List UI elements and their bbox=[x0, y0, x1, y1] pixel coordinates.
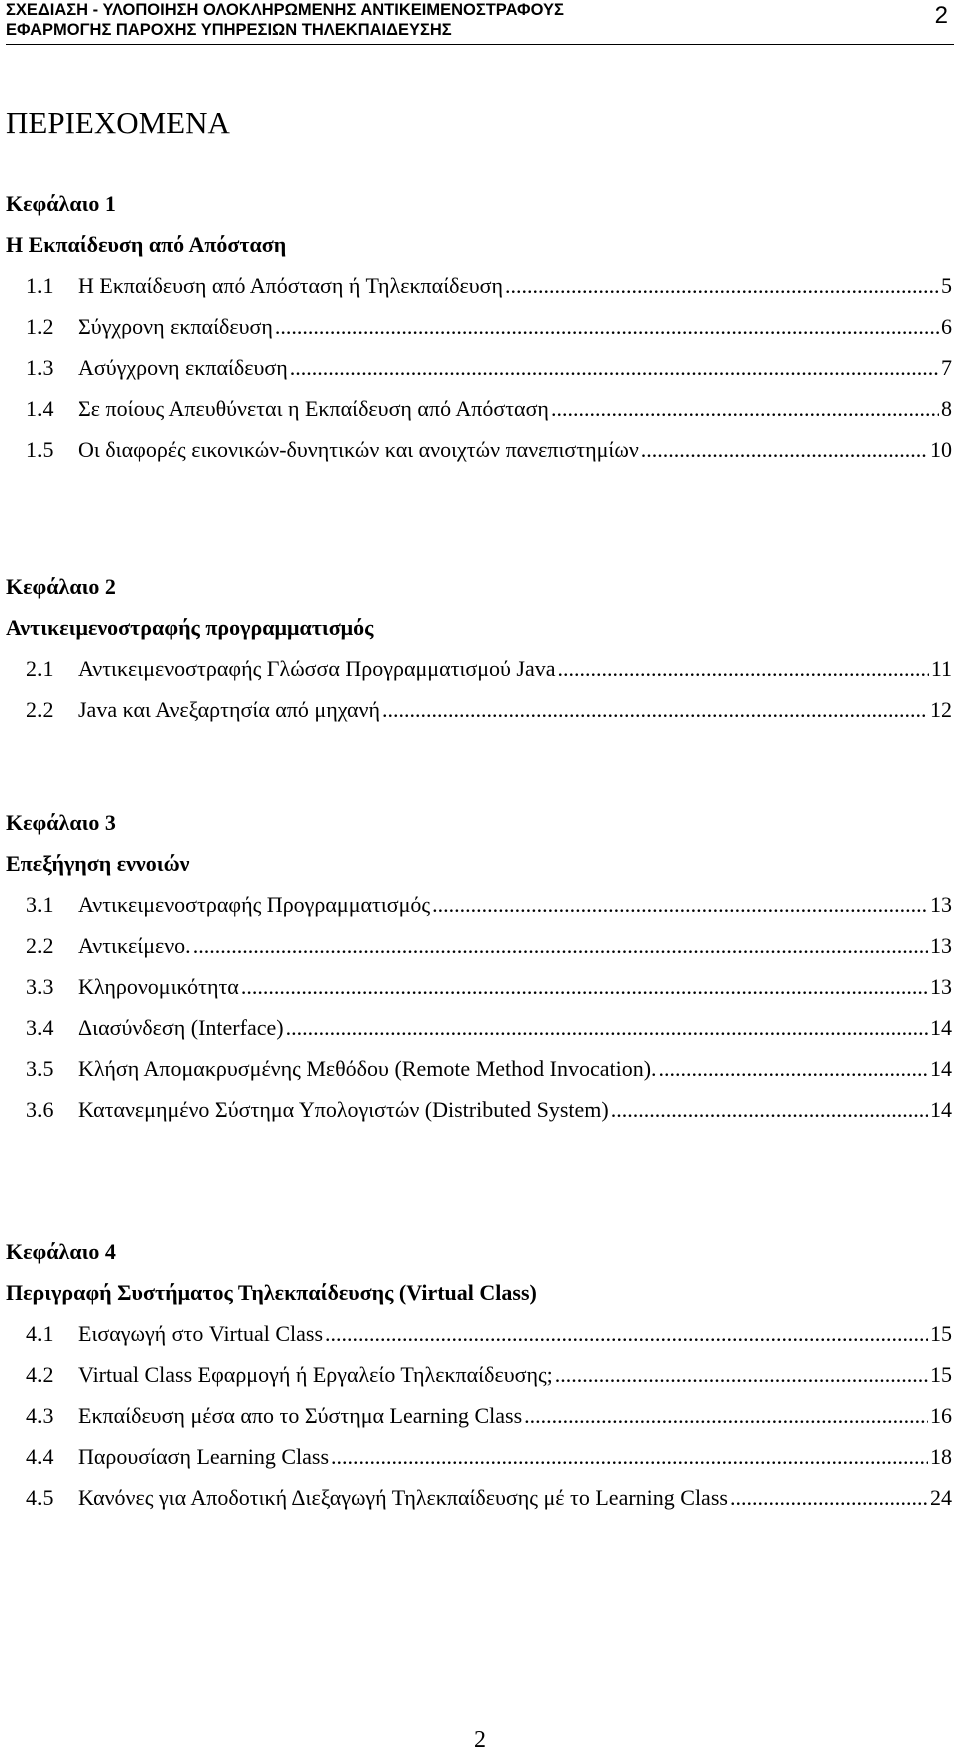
dot-leader bbox=[275, 313, 939, 341]
entry-number: 2.2 bbox=[26, 933, 54, 958]
entry-text: Κανόνες για Αποδοτική Διεξαγωγή Τηλεκπαίδευσης μέ το Learning Class bbox=[78, 1485, 728, 1510]
entry-text: Εκπαίδευση μέσα απο το Σύστημα Learning Class bbox=[78, 1403, 523, 1428]
entry-number: 4.5 bbox=[26, 1485, 54, 1510]
header-title-line-1: ΣΧΕΔΙΑΣΗ - ΥΛΟΠΟΙΗΣΗ ΟΛΟΚΛΗΡΩΜΕΝΗΣ ΑΝΤΙΚΕΙΜΕΝΟΣΤΡΑΦΟΥΣ bbox=[6, 1, 564, 19]
dot-leader bbox=[730, 1484, 928, 1512]
chapter-label: Κεφάλαιο 2 bbox=[6, 574, 116, 599]
running-header bbox=[6, 0, 954, 45]
page-title: ΠΕΡΙΕΧΟΜΕΝΑ bbox=[6, 105, 230, 140]
entry-text: Κληρονομικότητα bbox=[78, 974, 239, 999]
dot-leader bbox=[524, 1402, 928, 1430]
chapter-label: Κεφάλαιο 4 bbox=[6, 1239, 116, 1264]
toc-entry[interactable] bbox=[26, 1320, 952, 1348]
footer-page-number: 2 bbox=[474, 1727, 486, 1753]
entry-text: Διασύνδεση (Interface) bbox=[78, 1015, 284, 1040]
dot-leader bbox=[659, 1055, 928, 1083]
dot-leader bbox=[551, 395, 939, 423]
toc-entry[interactable] bbox=[26, 1402, 952, 1430]
toc-entry[interactable] bbox=[26, 655, 952, 683]
toc-entry[interactable] bbox=[26, 1096, 952, 1124]
entry-text: Παρουσίαση Learning Class bbox=[78, 1444, 330, 1469]
entry-page: 18 bbox=[930, 1444, 952, 1469]
entry-number: 1.2 bbox=[26, 314, 54, 339]
dot-leader bbox=[241, 973, 928, 1001]
entry-text: Αντικειμενοστραφής Γλώσσα Προγραμματισμού Java bbox=[78, 656, 556, 681]
entry-text: Virtual Class Εφαρμογή ή Εργαλείο Τηλεκπαίδευσης; bbox=[78, 1362, 553, 1387]
chapter-title: Περιγραφή Συστήματος Τηλεκπαίδευσης (Virtual Class) bbox=[6, 1280, 537, 1305]
entry-number: 1.3 bbox=[26, 355, 54, 380]
entry-page: 11 bbox=[930, 656, 952, 681]
entry-page: 13 bbox=[930, 892, 952, 917]
entry-text: Ασύγχρονη εκπαίδευση bbox=[78, 355, 288, 380]
entry-page: 10 bbox=[930, 437, 952, 462]
entry-number: 1.1 bbox=[26, 273, 54, 298]
toc-entry[interactable] bbox=[26, 1055, 952, 1083]
entry-text: Αντικειμενοστραφής Προγραμματισμός bbox=[78, 892, 431, 917]
entry-page: 14 bbox=[930, 1015, 952, 1040]
entry-text: Κλήση Απομακρυσμένης Μεθόδου (Remote Method Invocation). bbox=[78, 1056, 657, 1081]
dot-leader bbox=[558, 655, 929, 683]
dot-leader bbox=[555, 1361, 928, 1389]
toc-entry[interactable] bbox=[26, 1484, 952, 1512]
dot-leader bbox=[325, 1320, 928, 1348]
entry-number: 3.1 bbox=[26, 892, 54, 917]
entry-number: 4.1 bbox=[26, 1321, 54, 1346]
header-title-line-2: ΕΦΑΡΜΟΓΗΣ ΠΑΡΟΧΗΣ ΥΠΗΡΕΣΙΩΝ ΤΗΛΕΚΠΑΙΔΕΥΣΗΣ bbox=[6, 21, 452, 39]
entry-page: 15 bbox=[930, 1362, 952, 1387]
entry-text: Java και Ανεξαρτησία από μηχανή bbox=[78, 697, 380, 722]
entry-page: 16 bbox=[930, 1403, 952, 1428]
entry-page: 6 bbox=[941, 314, 952, 339]
dot-leader bbox=[193, 932, 928, 960]
entry-text: Οι διαφορές εικονικών-δυνητικών και ανοιχτών πανεπιστημίων bbox=[78, 437, 639, 462]
entry-text: Κατανεμημένο Σύστημα Υπολογιστών (Distributed System) bbox=[78, 1097, 609, 1122]
toc-entry[interactable] bbox=[26, 272, 952, 300]
entry-text: Αντικείμενο. bbox=[78, 933, 191, 958]
entry-page: 13 bbox=[930, 933, 952, 958]
dot-leader bbox=[331, 1443, 928, 1471]
toc-entry[interactable] bbox=[26, 1014, 952, 1042]
entry-number: 3.4 bbox=[26, 1015, 54, 1040]
toc-entry[interactable] bbox=[26, 395, 952, 423]
entry-text: Η Εκπαίδευση από Απόσταση ή Τηλεκπαίδευση bbox=[78, 273, 503, 298]
toc-entry[interactable] bbox=[26, 696, 952, 724]
toc-entry[interactable] bbox=[26, 891, 952, 919]
dot-leader bbox=[641, 436, 928, 464]
toc-entry[interactable] bbox=[26, 354, 952, 382]
toc-entry[interactable] bbox=[26, 973, 952, 1001]
dot-leader bbox=[611, 1096, 928, 1124]
entry-number: 4.2 bbox=[26, 1362, 54, 1387]
entry-page: 15 bbox=[930, 1321, 952, 1346]
entry-page: 8 bbox=[941, 396, 952, 421]
toc-entry[interactable] bbox=[26, 1443, 952, 1471]
toc-entry[interactable] bbox=[26, 932, 952, 960]
entry-number: 1.5 bbox=[26, 437, 54, 462]
entry-page: 7 bbox=[941, 355, 952, 380]
dot-leader bbox=[505, 272, 939, 300]
entry-text: Σε ποίους Απευθύνεται η Εκπαίδευση από Απόσταση bbox=[78, 396, 549, 421]
entry-number: 4.4 bbox=[26, 1444, 54, 1469]
chapter-title: Αντικειμενοστραφής προγραμματισμός bbox=[6, 615, 374, 640]
entry-number: 4.3 bbox=[26, 1403, 54, 1428]
entry-page: 5 bbox=[941, 273, 952, 298]
chapter-label: Κεφάλαιο 1 bbox=[6, 191, 116, 216]
toc-entry[interactable] bbox=[26, 1361, 952, 1389]
dot-leader bbox=[290, 354, 939, 382]
entry-number: 1.4 bbox=[26, 396, 54, 421]
entry-number: 3.6 bbox=[26, 1097, 54, 1122]
entry-number: 3.5 bbox=[26, 1056, 54, 1081]
entry-text: Εισαγωγή στο Virtual Class bbox=[78, 1321, 324, 1346]
entry-number: 2.1 bbox=[26, 656, 54, 681]
entry-number: 3.3 bbox=[26, 974, 54, 999]
entry-page: 12 bbox=[930, 697, 952, 722]
toc-entry[interactable] bbox=[26, 313, 952, 341]
chapter-title: Η Εκπαίδευση από Απόσταση bbox=[6, 232, 287, 257]
entry-text: Σύγχρονη εκπαίδευση bbox=[78, 314, 273, 339]
dot-leader bbox=[382, 696, 928, 724]
toc-entry[interactable] bbox=[26, 436, 952, 464]
chapter-label: Κεφάλαιο 3 bbox=[6, 810, 116, 835]
entry-number: 2.2 bbox=[26, 697, 54, 722]
entry-page: 14 bbox=[930, 1056, 952, 1081]
entry-page: 13 bbox=[930, 974, 952, 999]
chapter-title: Επεξήγηση εννοιών bbox=[6, 851, 190, 876]
dot-leader bbox=[432, 891, 928, 919]
dot-leader bbox=[286, 1014, 928, 1042]
entry-page: 24 bbox=[930, 1485, 952, 1510]
entry-page: 14 bbox=[930, 1097, 952, 1122]
header-page-number: 2 bbox=[934, 2, 948, 29]
